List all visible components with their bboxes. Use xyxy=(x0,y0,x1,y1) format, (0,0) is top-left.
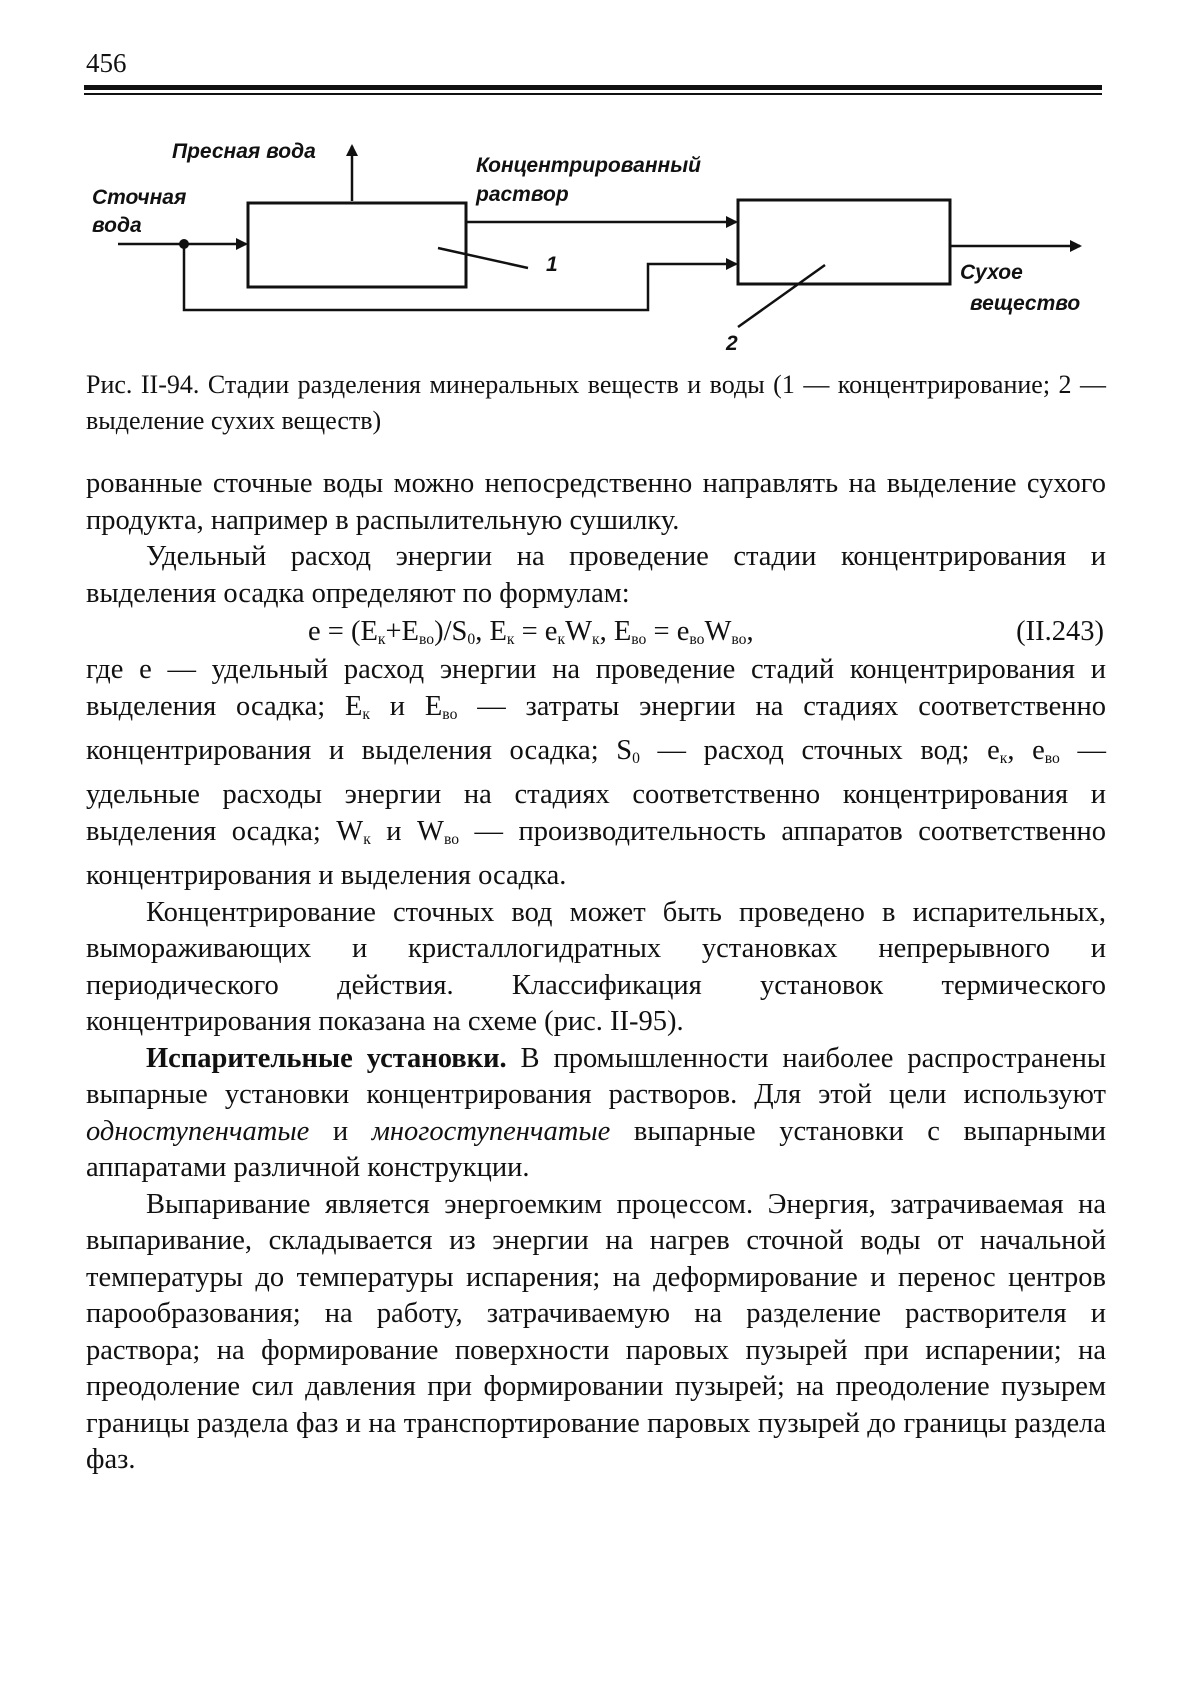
process-diagram xyxy=(0,0,1191,360)
formula-subscript: к xyxy=(506,630,515,648)
section-heading: Испарительные установки. xyxy=(146,1042,507,1074)
formula-subscript: 0 xyxy=(467,630,476,648)
text-subscript: к xyxy=(363,830,371,848)
formula-part: W xyxy=(565,616,592,647)
formula-part: = e xyxy=(514,616,558,647)
concentrate-label-line2: раствор xyxy=(476,183,569,206)
paragraph-4: Концентрирование сточных вод может быть проведено в испарительных, вымораживающих и кристаллогидратных установках непрерывного и периодического действия. Классификация установок термического концентрирования показана на схеме (рис. II-95). xyxy=(86,896,1106,1038)
formula-subscript: во xyxy=(689,630,705,648)
formula-subscript: во xyxy=(418,630,435,648)
waste-water-label-line2: вода xyxy=(92,214,142,237)
text-run: и W xyxy=(370,815,444,847)
text-subscript: 0 xyxy=(632,749,640,767)
formula-subscript: к xyxy=(377,630,386,648)
text-run: — затраты энергии на стадиях соответственно концентрирования и выделения осадка; S xyxy=(86,690,1106,766)
leader-line-2 xyxy=(738,265,825,327)
dry-matter-block xyxy=(738,200,950,284)
text-subscript: во xyxy=(443,830,460,848)
text-subscript: во xyxy=(442,705,458,723)
paragraph-1: рованные сточные воды можно непосредственно направлять на выделение сухого продукта, например в распылительную сушилку. xyxy=(86,468,1106,536)
formula-subscript: во xyxy=(631,630,647,648)
text-run: , e xyxy=(1007,734,1045,766)
text-subscript: во xyxy=(1044,749,1060,767)
formula-part: = e xyxy=(646,616,690,647)
paragraph-5 xyxy=(86,1041,1106,1187)
figure-caption: Рис. II-94. Стадии разделения минеральных веществ и воды (1 — концентрирование; 2 — выделение сухих веществ) xyxy=(86,370,1106,435)
formula-part: , E xyxy=(475,616,507,647)
dry-matter-label-line1: Сухое xyxy=(960,261,1023,284)
concentrate-label-line1: Концентрированный xyxy=(476,154,701,177)
paragraph-2: Удельный расход энергии на проведение стадии концентрирования и выделения осадка определяют по формулам: xyxy=(86,541,1106,609)
marker-2-label: 2 xyxy=(726,332,738,355)
text-run: где e — удельный расход энергии на проведение стадий концентрирования и выделения осадка; E xyxy=(86,654,1106,722)
formula-number: (II.243) xyxy=(1016,616,1104,647)
page-number: 456 xyxy=(86,48,127,78)
text-subscript: к xyxy=(362,705,370,723)
formula-II-243 xyxy=(86,612,1106,652)
paragraph-3 xyxy=(86,652,1106,895)
emphasis-term: одноступенчатые xyxy=(86,1115,310,1147)
formula-subscript: во xyxy=(731,630,747,648)
body-text xyxy=(86,466,1106,1479)
text-run: — расход сточных вод; e xyxy=(639,734,1000,766)
marker-1-label: 1 xyxy=(546,253,558,276)
dry-matter-label-line2: вещество xyxy=(970,292,1081,315)
text-run: выпарные установки с выпарными аппаратами различной конструкции. xyxy=(86,1115,1106,1184)
leader-line-1 xyxy=(438,248,528,268)
formula-part: e = (E xyxy=(308,616,378,647)
formula-subscript: к xyxy=(557,630,566,648)
concentration-block xyxy=(248,203,466,287)
text-subscript: к xyxy=(999,749,1008,767)
formula-subscript: к xyxy=(591,630,600,648)
formula-part: , E xyxy=(599,616,632,647)
text-run: — удельные расходы энергии на стадиях соответственно концентрирования и выделения осадка; W xyxy=(86,734,1106,847)
text-run: и xyxy=(309,1115,372,1147)
formula-expression xyxy=(308,612,754,660)
paragraph-6: Выпаривание является энергоемким процессом. Энергия, затрачиваемая на выпаривание, складывается из энергии на нагрев сточной воды от начальной температуры до температуры испарения; на деформирование и перенос центров парообразования; на работу, затрачиваемую на разделение растворителя и раствора; на формирование поверхности паровых пузырей при испарении; на преодоление сил давления при формировании пузырей; на преодоление пузырем границы раздела фаз и на транспортирование паровых пузырей до границы раздела фаз. xyxy=(86,1188,1106,1476)
fresh-water-label: Пресная вода xyxy=(172,140,316,163)
text-run: В промышленности наиболее распространены выпарные установки концентрирования растворов. Для этой цели используют xyxy=(86,1042,1106,1111)
emphasis-term: многоступенчатые xyxy=(371,1115,611,1147)
text-run: — производительность аппаратов соответственно концентрирования и выделения осадка. xyxy=(86,815,1106,892)
formula-part: , xyxy=(746,616,754,647)
waste-water-label-line1: Сточная xyxy=(92,186,187,209)
formula-part: W xyxy=(704,616,732,647)
text-run: и E xyxy=(369,690,443,722)
formula-part: )/S xyxy=(434,616,468,647)
formula-part: +E xyxy=(385,616,419,647)
